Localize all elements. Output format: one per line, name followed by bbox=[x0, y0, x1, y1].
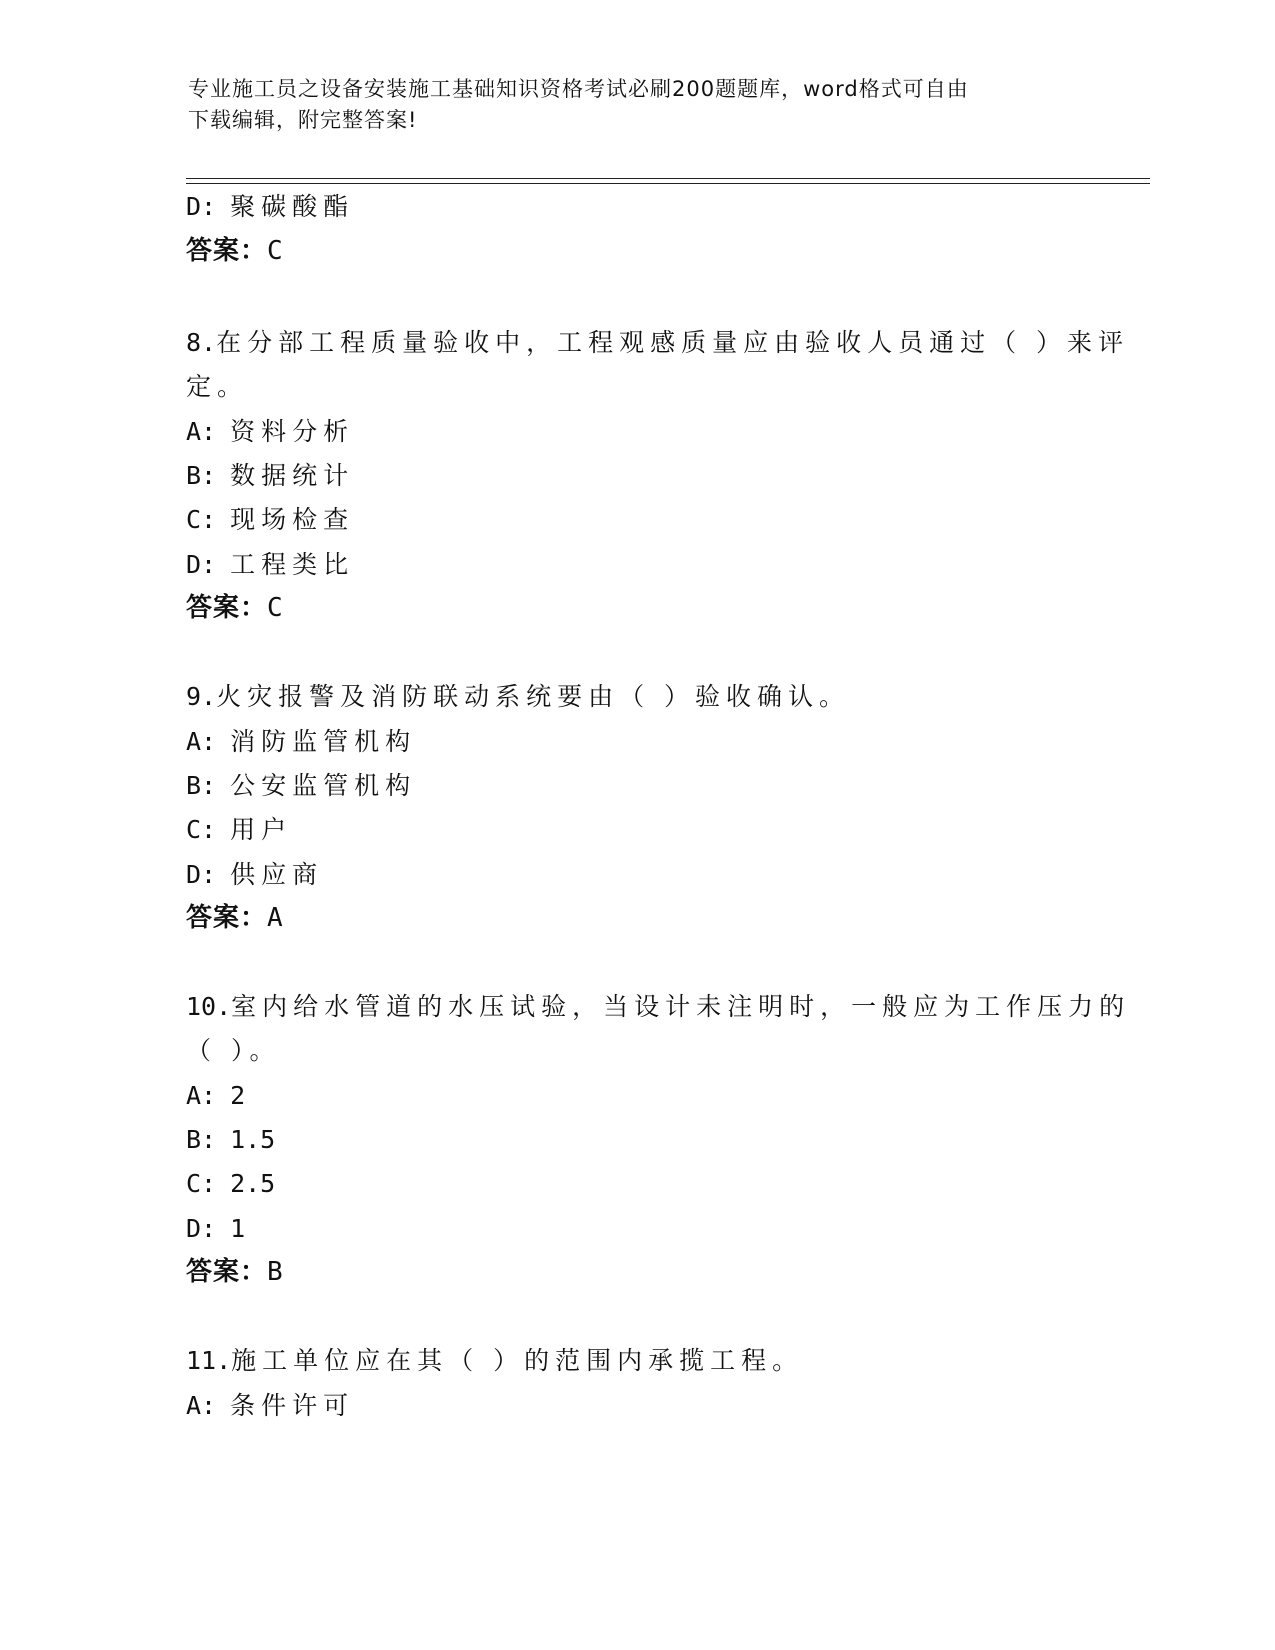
question-10-stem bbox=[186, 990, 1130, 1024]
header-divider-top bbox=[186, 178, 1150, 179]
prev-option-d bbox=[186, 190, 354, 224]
question-9-answer bbox=[186, 901, 284, 935]
answer-label: 答案： bbox=[186, 593, 268, 623]
option-prefix: D: bbox=[186, 192, 217, 221]
option-prefix: C: bbox=[186, 505, 217, 534]
question-text: 在分部工程质量验收中，工程观感质量应由验收人员通过（ ）来评 bbox=[216, 328, 1130, 357]
option-prefix: D: bbox=[186, 1214, 217, 1243]
option-text: 2 bbox=[230, 1081, 246, 1110]
answer-value: A bbox=[267, 903, 284, 933]
question-8-option-b bbox=[186, 459, 354, 493]
option-prefix: B: bbox=[186, 771, 217, 800]
option-prefix: A: bbox=[186, 1081, 217, 1110]
answer-label: 答案： bbox=[186, 1257, 268, 1287]
option-text: 1.5 bbox=[230, 1125, 276, 1154]
option-text: 条件许可 bbox=[230, 1391, 355, 1420]
question-9-option-d bbox=[186, 858, 323, 892]
option-text: 现场检查 bbox=[230, 505, 355, 534]
option-prefix: D: bbox=[186, 860, 217, 889]
question-10-stem-cont bbox=[186, 1034, 280, 1068]
option-prefix: A: bbox=[186, 727, 217, 756]
question-10-option-d bbox=[186, 1212, 245, 1246]
option-prefix: B: bbox=[186, 461, 217, 490]
document-header bbox=[188, 74, 1068, 136]
option-text: 公安监管机构 bbox=[230, 771, 417, 800]
question-9-option-c bbox=[186, 813, 292, 847]
question-10-answer bbox=[186, 1255, 284, 1289]
header-line-1: 专业施工员之设备安装施工基础知识资格考试必刷200题题库，word格式可自由 bbox=[188, 77, 969, 101]
answer-value: B bbox=[267, 1257, 284, 1287]
option-prefix: A: bbox=[186, 1391, 217, 1420]
option-text: 资料分析 bbox=[230, 417, 355, 446]
option-text: 供应商 bbox=[230, 860, 324, 889]
question-8-stem bbox=[186, 326, 1129, 360]
option-text: 数据统计 bbox=[230, 461, 355, 490]
option-prefix: D: bbox=[186, 550, 217, 579]
question-8-option-c bbox=[186, 503, 354, 537]
question-11-stem bbox=[186, 1344, 803, 1378]
option-text: 1 bbox=[230, 1214, 246, 1243]
option-text: 用户 bbox=[230, 815, 293, 844]
option-prefix: B: bbox=[186, 1125, 217, 1154]
option-text: 聚碳酸酯 bbox=[230, 192, 355, 221]
question-number: 11. bbox=[186, 1346, 232, 1375]
question-8-answer bbox=[186, 591, 284, 625]
question-10-option-c bbox=[186, 1167, 275, 1201]
question-8-option-a bbox=[186, 415, 354, 449]
option-text: 消防监管机构 bbox=[230, 727, 417, 756]
option-prefix: C: bbox=[186, 815, 217, 844]
prev-answer bbox=[186, 234, 284, 268]
answer-value: C bbox=[267, 236, 284, 266]
question-9-option-b bbox=[186, 769, 416, 803]
header-line-2: 下载编辑，附完整答案! bbox=[188, 108, 418, 132]
option-text: 工程类比 bbox=[230, 550, 355, 579]
question-10-option-b bbox=[186, 1123, 275, 1157]
question-11-option-a bbox=[186, 1389, 354, 1423]
question-8-stem-cont bbox=[186, 370, 248, 404]
question-10-option-a bbox=[186, 1079, 245, 1113]
header-divider-bottom bbox=[186, 183, 1150, 184]
question-number: 9. bbox=[186, 682, 217, 711]
question-text-cont: 定。 bbox=[186, 372, 249, 401]
option-prefix: A: bbox=[186, 417, 217, 446]
option-prefix: C: bbox=[186, 1169, 217, 1198]
question-text: 火灾报警及消防联动系统要由（ ）验收确认。 bbox=[216, 682, 851, 711]
answer-label: 答案： bbox=[186, 903, 268, 933]
question-number: 8. bbox=[186, 328, 217, 357]
question-text: 室内给水管道的水压试验，当设计未注明时，一般应为工作压力的 bbox=[231, 992, 1131, 1021]
question-number: 10. bbox=[186, 992, 232, 1021]
question-8-option-d bbox=[186, 548, 354, 582]
option-text: 2.5 bbox=[230, 1169, 276, 1198]
question-text: 施工单位应在其（ ）的范围内承揽工程。 bbox=[231, 1346, 804, 1375]
question-text-cont: （ ）。 bbox=[186, 1036, 281, 1065]
question-9-stem bbox=[186, 680, 850, 714]
question-9-option-a bbox=[186, 725, 416, 759]
answer-label: 答案： bbox=[186, 236, 268, 266]
answer-value: C bbox=[267, 593, 284, 623]
